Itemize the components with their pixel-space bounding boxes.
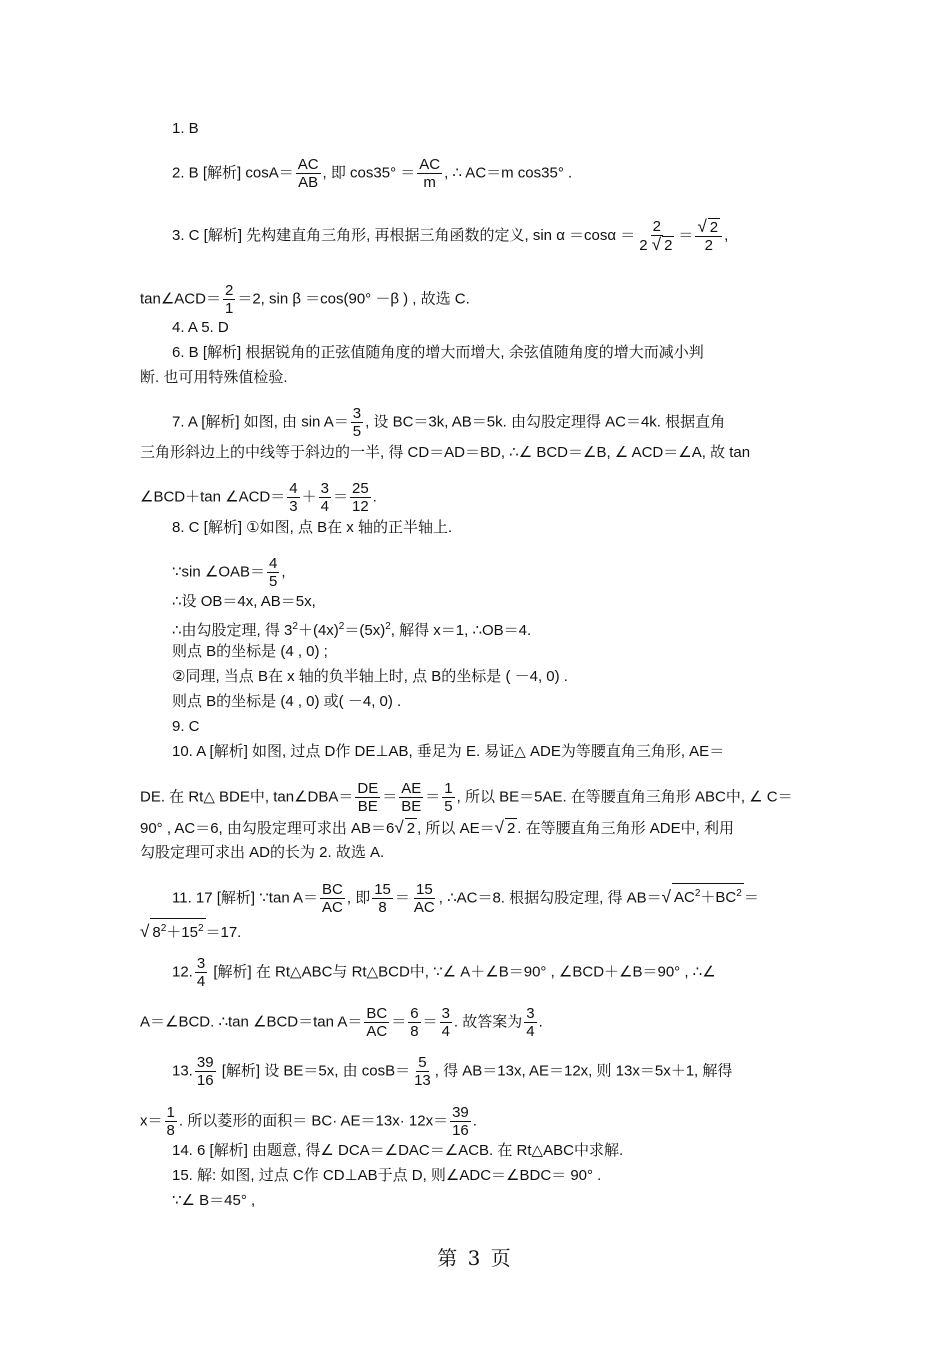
answer-2: 2. B [解析] cosA＝ $\frac{AC}{AB}$ , 即 cos35° ＝ $\frac{AC}{m}$ , ∴ AC＝m cos35° . — [172, 156, 573, 191]
fraction: $\frac{3}{4}$ — [196, 955, 206, 990]
fraction: $\frac{3}{5}$ — [352, 405, 362, 440]
sqrt-sign: √ — [661, 887, 671, 907]
answer-8-line5: 则点 B的坐标是 (4 , 0) ; — [172, 643, 328, 660]
answer-8-line3: ∴设 OB＝4x, AB＝5x, — [172, 593, 316, 610]
answer-2-text: 2. B [解析] cosA＝ — [172, 164, 294, 182]
fraction: $\frac{1}{5}$ — [444, 780, 453, 815]
fraction: $\frac{BC}{AC}$ — [322, 881, 343, 916]
fraction: $\frac{15}{AC}$ — [413, 881, 435, 916]
answer-15-line2: ∵∠ B＝45° , — [172, 1192, 256, 1209]
sqrt-sign: √ — [697, 217, 707, 236]
answer-8: 8. C [解析] ①如图, 点 B在 x 轴的正半轴上. — [172, 519, 453, 536]
fraction: $\frac{AC}{AB}$ — [297, 156, 319, 191]
fraction: $\frac{2}{1}$ — [224, 282, 234, 317]
answer-10-line3: 90° , AC＝6, 由勾股定理可求出 AB＝6√ 2 , 所以 AE＝√ 2 . 在等腰直角三角形 ADE中, 利用 — [140, 818, 734, 837]
answer-6-cont: 断. 也可用特殊值检验. — [140, 369, 288, 386]
fraction: $\frac{3}{4}$ — [320, 480, 329, 515]
answer-13-line2: x＝ $\frac{1}{8}$ . 所以菱形的面积＝ BC· AE＝13x· 12x＝ $\frac{39}{16}$ . — [140, 1104, 477, 1139]
answer-11: 11. 17 [解析] ∵tan A＝ $\frac{BC}{AC}$ , 即 $\frac{15}{8}$ ＝ $\frac{15}{AC}$ , ∴AC＝8. 根据勾股定理, 得 AB＝√ $AC^2+BC^2$ ＝ — [172, 881, 759, 916]
answer-8-line6: ②同理, 当点 B在 x 轴的负半轴上时, 点 B的坐标是 ( －4, 0) . — [172, 668, 568, 685]
fraction: $\frac{AC}{m}$ — [419, 156, 441, 191]
answer-12-line2: A＝∠BCD. ∴tan ∠BCD＝tan A＝ $\frac{BC}{AC}$ ＝ $\frac{6}{8}$ ＝ $\frac{3}{4}$ . 故答案为 $\frac{3}{4}$ . — [140, 1005, 543, 1040]
fraction: $\frac{2}{2 √ 2}$ — [639, 218, 673, 254]
fraction: $\frac{15}{8}$ — [374, 881, 391, 916]
answer-7-cont2: ∠BCD＋tan ∠ACD＝ $\frac{4}{3}$ ＋ $\frac{3}{4}$ ＝ $\frac{25}{12}$ . — [140, 480, 377, 515]
fraction: $\frac{1}{8}$ — [166, 1104, 175, 1139]
fraction: $\frac{4}{3}$ — [289, 480, 298, 515]
sqrt-sign: √ — [494, 818, 504, 837]
answer-6: 6. B [解析] 根据锐角的正弦值随角度的增大而增大, 余弦值随角度的增大而减小判 — [172, 344, 704, 361]
fraction: $\frac{3}{4}$ — [441, 1005, 450, 1040]
fraction: $\frac{DE}{BE}$ — [357, 780, 379, 815]
fraction: $\frac{5}{13}$ — [414, 1054, 431, 1089]
answer-13: 13. $\frac{39}{16}$ [解析] 设 BE＝5x, 由 cosB＝ $\frac{5}{13}$ , 得 AB＝13x, AE＝12x, 则 13x＝5x＋1, 解得 — [172, 1054, 733, 1089]
sqrt-sign: √ — [140, 922, 150, 941]
fraction: $\frac{39}{16}$ — [452, 1104, 469, 1139]
answer-3: 3. C [解析] 先构建直角三角形, 再根据三角函数的定义, sin α ＝cosα ＝ $\frac{2}{2 √ 2}$ ＝ $\frac{√ 2}{2}$ , — [172, 217, 729, 254]
fraction: $\frac{4}{5}$ — [269, 555, 278, 590]
answer-14: 14. 6 [解析] 由题意, 得∠ DCA＝∠DAC＝∠ACB. 在 Rt△ABC中求解. — [172, 1142, 624, 1159]
fraction: $\frac{√ 2}{2}$ — [695, 218, 722, 254]
fraction: $\frac{BC}{AC}$ — [366, 1005, 388, 1040]
answer-10-line2: DE. 在 Rt△ BDE中, tan∠DBA＝ $\frac{DE}{BE}$ ＝ $\frac{AE}{BE}$ ＝ $\frac{1}{5}$ , 所以 BE＝5AE. 在等腰直角三角形 ABC中, ∠ C＝ — [140, 780, 793, 815]
answer-8-line4: ∴由勾股定理, 得 $3^2+(4x)^2=(5x)^2$, 解得 x＝1, ∴OB＝4. — [172, 621, 532, 639]
answer-9: 9. C — [172, 718, 200, 735]
fraction: $\frac{AE}{BE}$ — [401, 780, 422, 815]
answer-4-5: 4. A 5. D — [172, 319, 229, 336]
fraction: $\frac{39}{16}$ — [196, 1054, 214, 1089]
sqrt-sign: √ — [394, 818, 404, 837]
answer-7: 7. A [解析] 如图, 由 sin A＝ $\frac{3}{5}$ , 设 BC＝3k, AB＝5k. 由勾股定理得 AC＝4k. 根据直角 — [172, 405, 726, 440]
answer-12: 12. $\frac{3}{4}$ [解析] 在 Rt△ABC与 Rt△BCD中, ∵∠ A＋∠B＝90° , ∠BCD＋∠B＝90° , ∴∠ — [172, 955, 716, 990]
answer-1: 1. B — [172, 120, 199, 137]
answer-10-line4: 勾股定理可求出 AD的长为 2. 故选 A. — [140, 844, 385, 861]
answer-11-line2: √ $8^2+15^2 =17$. — [140, 918, 808, 943]
answer-3-cont: tan∠ACD＝ $\frac{2}{1}$ ＝2, sin β ＝cos(90° －β ) , 故选 C. — [140, 282, 470, 317]
sqrt-sign: √ — [651, 235, 662, 254]
answer-7-cont: 三角形斜边上的中线等于斜边的一半, 得 CD＝AD＝BD, ∴∠ BCD＝∠B, ∠ ACD＝∠A, 故 tan — [140, 444, 751, 461]
fraction: $\frac{25}{12}$ — [351, 480, 369, 515]
answer-15: 15. 解: 如图, 过点 C作 CD⊥AB于点 D, 则∠ADC＝∠BDC＝ 90° . — [172, 1167, 602, 1184]
fraction: $\frac{6}{8}$ — [410, 1005, 419, 1040]
answer-8-line2: ∵sin ∠OAB＝ $\frac{4}{5}$ , — [172, 555, 286, 590]
fraction: $\frac{3}{4}$ — [526, 1005, 535, 1040]
answer-10: 10. A [解析] 如图, 过点 D作 DE⊥AB, 垂足为 E. 易证△ ADE为等腰直角三角形, AE＝ — [172, 743, 725, 760]
page-number: 第 3 页 — [437, 1246, 513, 1270]
answer-8-line7: 则点 B的坐标是 (4 , 0) 或( －4, 0) . — [172, 693, 402, 710]
